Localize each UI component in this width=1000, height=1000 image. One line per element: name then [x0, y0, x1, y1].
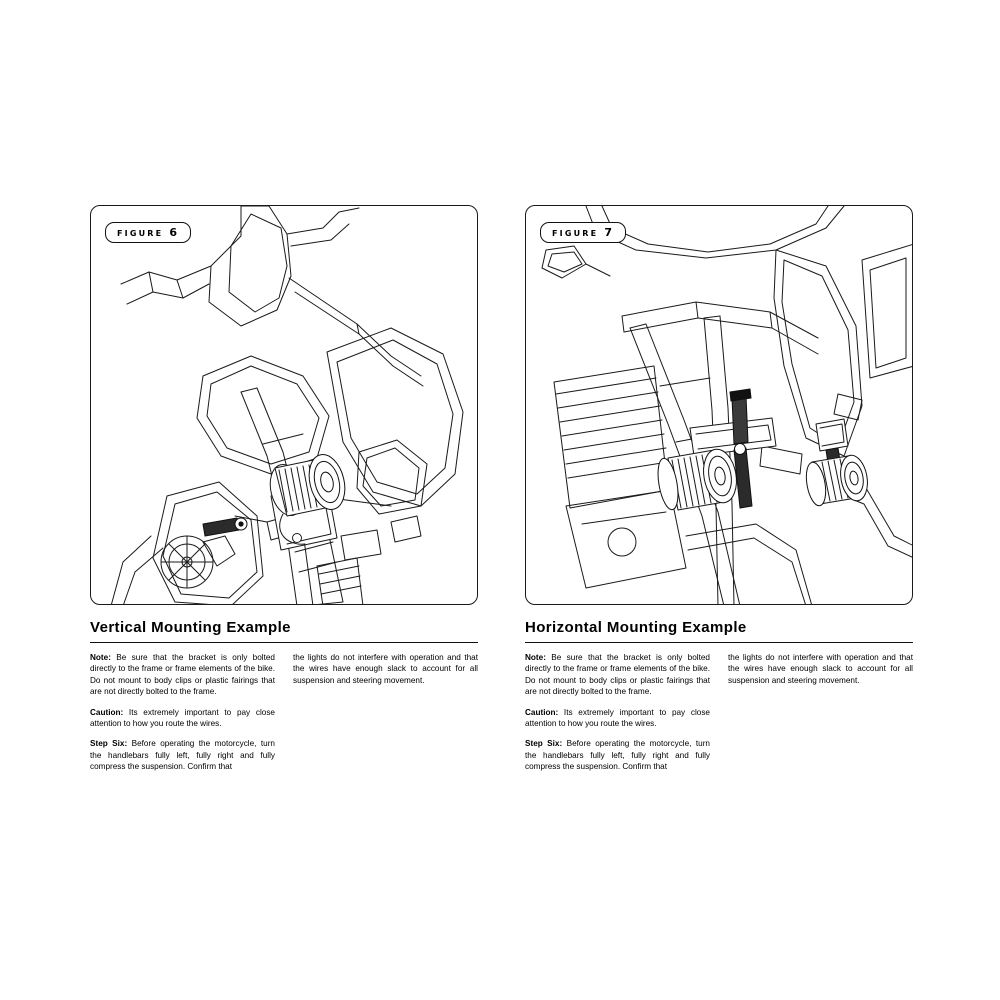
figure-6-badge: [105, 222, 191, 243]
figure-7-badge-label: figure 7: [552, 226, 615, 239]
horizontal-column-1: [525, 652, 710, 782]
horizontal-mount-line-drawing: [526, 206, 913, 605]
paragraph-lead: Caution:: [90, 707, 124, 717]
horizontal-mount-caption: Horizontal Mounting Example: [525, 619, 913, 643]
vertical-mount-line-drawing: [91, 206, 478, 605]
paragraph-text: Be sure that the bracket is only bolted directly to the frame or frame elements of the bike. Do not mount to body clips or plastic fairings that are not directly bolted to the frame.: [525, 653, 710, 697]
paragraph-text: Before operating the motorcycle, turn the handlebars fully left, fully right and fully compress the suspension. Confirm that: [90, 739, 275, 772]
paragraph-text: the lights do not interfere with operation and that the wires have enough slack to account for all suspension and steering movement.: [293, 653, 478, 685]
paragraph-continuation: [293, 652, 478, 686]
paragraph-step-six: [90, 738, 275, 772]
paragraph-text: Its extremely important to pay close attention to how you route the wires.: [90, 707, 275, 729]
figure-7-illustration-box: [525, 205, 913, 605]
paragraph-continuation: [728, 652, 913, 686]
paragraph-text: Its extremely important to pay close attention to how you route the wires.: [525, 707, 710, 729]
paragraph-step-six: [525, 738, 710, 772]
vertical-mount-caption: Vertical Mounting Example: [90, 619, 478, 643]
paragraph-lead: Step Six:: [90, 739, 128, 749]
paragraph-lead: Caution:: [525, 707, 559, 717]
figure-6-illustration-box: [90, 205, 478, 605]
figure-6-badge-label: figure 6: [117, 226, 180, 239]
paragraph-lead: Note:: [525, 653, 546, 662]
paragraph-text: Before operating the motorcycle, turn the handlebars fully left, fully right and fully compress the suspension. Confirm that: [525, 739, 710, 772]
figure-7-badge: [540, 222, 626, 243]
paragraph-text: Be sure that the bracket is only bolted directly to the frame or frame elements of the bike. Do not mount to body clips or plastic fairings that are not directly bolted to the frame.: [90, 653, 275, 697]
paragraph-caution: [525, 707, 710, 730]
figure-panel-vertical: [90, 205, 480, 782]
horizontal-mount-text-columns: [525, 652, 913, 782]
paragraph-note: [525, 652, 710, 698]
vertical-column-2: [293, 652, 478, 782]
paragraph-lead: Step Six:: [525, 739, 563, 749]
paragraph-caution: [90, 707, 275, 730]
figure-panel-horizontal: [525, 205, 915, 782]
paragraph-note: [90, 652, 275, 698]
paragraph-text: the lights do not interfere with operation and that the wires have enough slack to account for all suspension and steering movement.: [728, 653, 913, 685]
vertical-mount-text-columns: [90, 652, 478, 782]
paragraph-lead: Note:: [90, 653, 111, 662]
vertical-column-1: [90, 652, 275, 782]
horizontal-column-2: [728, 652, 913, 782]
